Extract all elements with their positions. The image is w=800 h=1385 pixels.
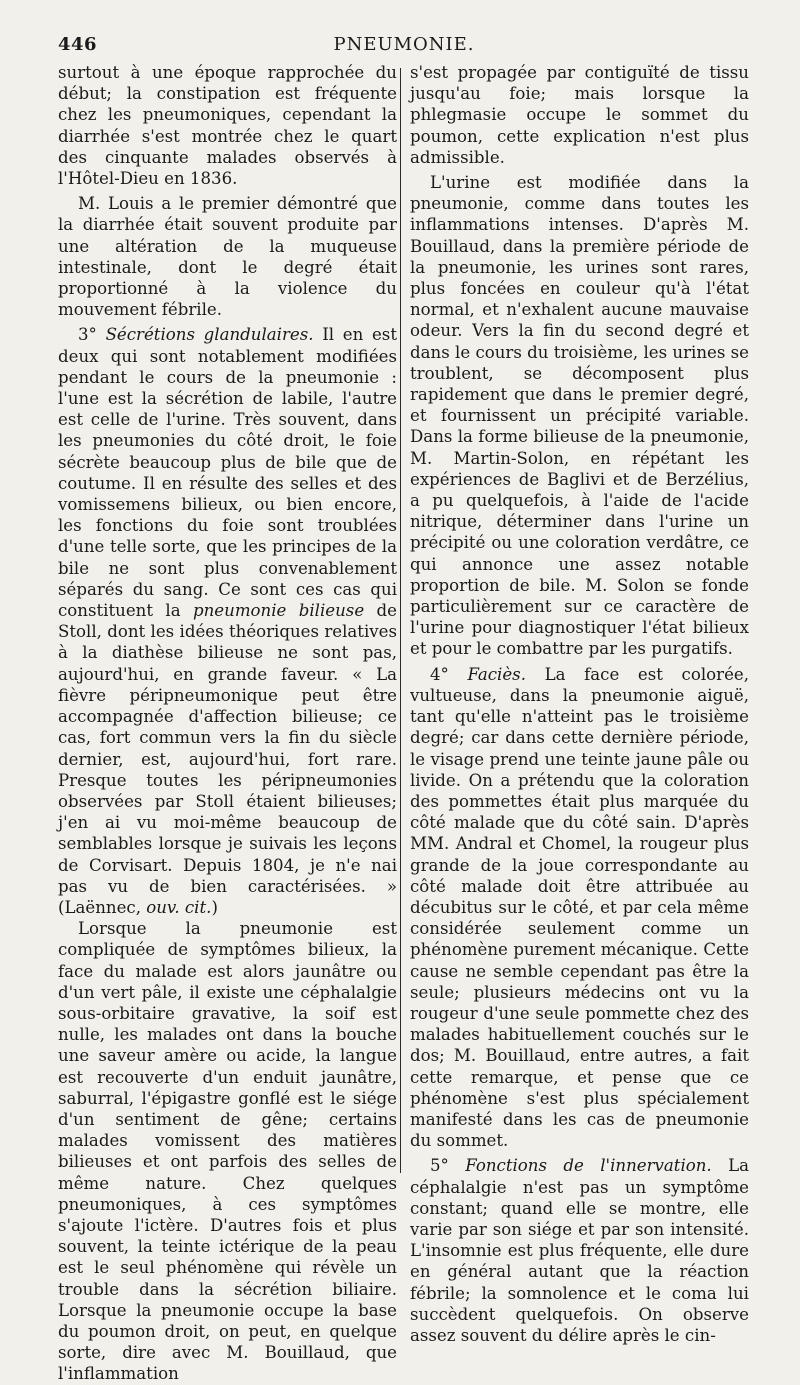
page-number: 446 — [58, 34, 98, 55]
section-title-facies: Faciès. — [467, 664, 526, 684]
paragraph-facies — [410, 664, 749, 1152]
section-number: 3° — [78, 325, 106, 345]
paragraph-louis: M. Louis a le premier démontré que la diarrhée était souvent produite par une altération de la muqueuse intestinale, dont le degré était proportionné à la violence du mouvement fébrile. — [58, 194, 397, 320]
text-run: La céphalalgie n'est pas un symptôme constant; quand elle se montre, elle varie par son siége et par son intensité. L'insomnie est plus fréquente, elle dure en général autant que la réaction fébrile; la somnolence et le coma lui succèdent quelquefois. On observe assez souvent du délire après le cin- — [410, 1156, 749, 1345]
right-column — [410, 62, 749, 1346]
paragraph-propagation: s'est propagée par contiguïté de tissu jusqu'au foie; mais lorsque la phlegmasie occupe le sommet du poumon, cette explication n'est plus admissible. — [410, 63, 749, 167]
text-run: Il en est deux qui sont notablement modifiées pendant le cours de la pneumonie : l'une est la sécrétion de labile, l'autre est celle de l'urine. Très souvent, dans les pneumonies du côté droit, le foie sécrète beaucoup plus de bile que de coutume. Il en résulte des selles et des vomissemens bilieux, ou bien encore, les fonctions du foie sont troublées d'une telle sorte, que les principes de la bile ne sont plus convenablement séparés du sang. Ce sont ces cas qui constituent la — [58, 325, 397, 621]
text-run: La face est colorée, vultueuse, dans la pneumonie aiguë, tant qu'elle n'atteint pas le troisième degré; car dans cette dernière période, le visage prend une teinte jaune pâle ou livide. On a prétendu que la coloration des pommettes était plus marquée du côté malade que du côté sain. D'après MM. Andral et Chomel, la rougeur plus grande de la joue correspondante au côté malade doit être attribuée au décubitus sur le côté, et par cela même considérée seulement comme un phénomène purement mécanique. Cette cause ne semble cependant pas être la seule; plusieurs médecins ont vu la rougeur d'une seule pommette chez des malades habituellement couchés sur le dos; M. Bouillaud, entre autres, a fait cette remarque, et pense que ce phénomène s'est plus spécialement manifesté dans les cas de pneumonie du sommet. — [410, 664, 749, 1151]
paragraph-urine: L'urine est modifiée dans la pneumonie, comme dans toutes les inflammations intenses. D'après M. Bouillaud, dans la première période de la pneumonie, les urines sont rares, plus foncées en couleur qu'à l'état normal, et n'exhalent aucune mauvaise odeur. Vers la fin du second degré et dans le cours du troisième, les urines se troublent, se décomposent plus rapidement que dans le premier degré, et fournissent un précipité variable. Dans la forme bilieuse de la pneumonie, M. Martin-Solon, en répétant les expériences de Baglivi et de Berzélius, a pu quelquefois, à l'aide de l'acide nitrique, déterminer dans l'urine un précipité ou une coloration verdâtre, ce qui annonce une assez notable proportion de bile. M. Solon se fonde particulièrement sur ce caractère de l'urine pour diagnostiquer l'état bilieux et pour le combattre par les purgatifs. — [410, 173, 749, 659]
section-number: 4° — [430, 664, 468, 684]
paragraph-symptomes-bilieux: Lorsque la pneumonie est compliquée de symptômes bilieux, la face du malade est alors jaunâtre ou d'un vert pâle, il existe une céphalalgie sous-orbitaire gravative, la soif est nulle, les malades ont dans la bouche une saveur amère ou acide, la langue est recouverte d'un enduit jaunâtre, saburral, l'épigastre gonflé est le siége d'un sentiment de gêne; certains malades vomissent des matières bilieuses et ont parfois des selles de même nature. Chez quelques pneumoniques, à ces symptômes s'ajoute l'ictère. D'autres fois et plus souvent, la teinte ictérique de la peau est le seul phénomène qui révèle un trouble dans la sécrétion biliaire. Lorsque la pneumonie occupe la base du poumon droit, on peut, en quelque sorte, dire avec M. Bouillaud, que l'inflammation — [58, 919, 397, 1384]
text-run: de Stoll, dont les idées théoriques relatives à la diathèse bilieuse ne sont pas, aujourd'hui, en grande faveur. « La fièvre péripneumonique peut être accompagnée d'affection bilieuse; ce cas, fort commun vers la fin du siècle dernier, est, aujourd'hui, fort rare. Presque toutes les péripneumonies observées par Stoll étaient bilieuses; j'en ai vu moi-même beaucoup de semblables lorsque je suivais les leçons de Corvisart. Depuis 1804, je n'e nai pas vu de bien caractérisées. » (Laënnec, — [58, 601, 397, 917]
left-column — [58, 62, 397, 1385]
citation-reference: ouv. cit. — [146, 897, 212, 917]
page-header — [58, 30, 750, 60]
section-title-secretions: Sécrétions glandulaires. — [105, 325, 314, 345]
paragraph-secretions — [58, 324, 397, 918]
italic-term-pneumonie-bilieuse: pneumonie bilieuse — [193, 601, 365, 621]
section-title-innervation: Fonctions de l'innervation. — [465, 1156, 712, 1176]
paragraph-diarrhee-continuation: surtout à une époque rapprochée du début; la constipation est fréquente chez les pneumoniques, cependant la diarrhée s'est montrée chez le quart des cinquante malades observés à l'Hôtel-Dieu en 1836. — [58, 63, 397, 189]
section-number: 5° — [430, 1156, 466, 1176]
column-divider — [400, 68, 401, 1173]
running-title: PNEUMONIE. — [333, 34, 475, 55]
text-run: ) — [211, 897, 218, 917]
paragraph-innervation — [410, 1155, 749, 1346]
